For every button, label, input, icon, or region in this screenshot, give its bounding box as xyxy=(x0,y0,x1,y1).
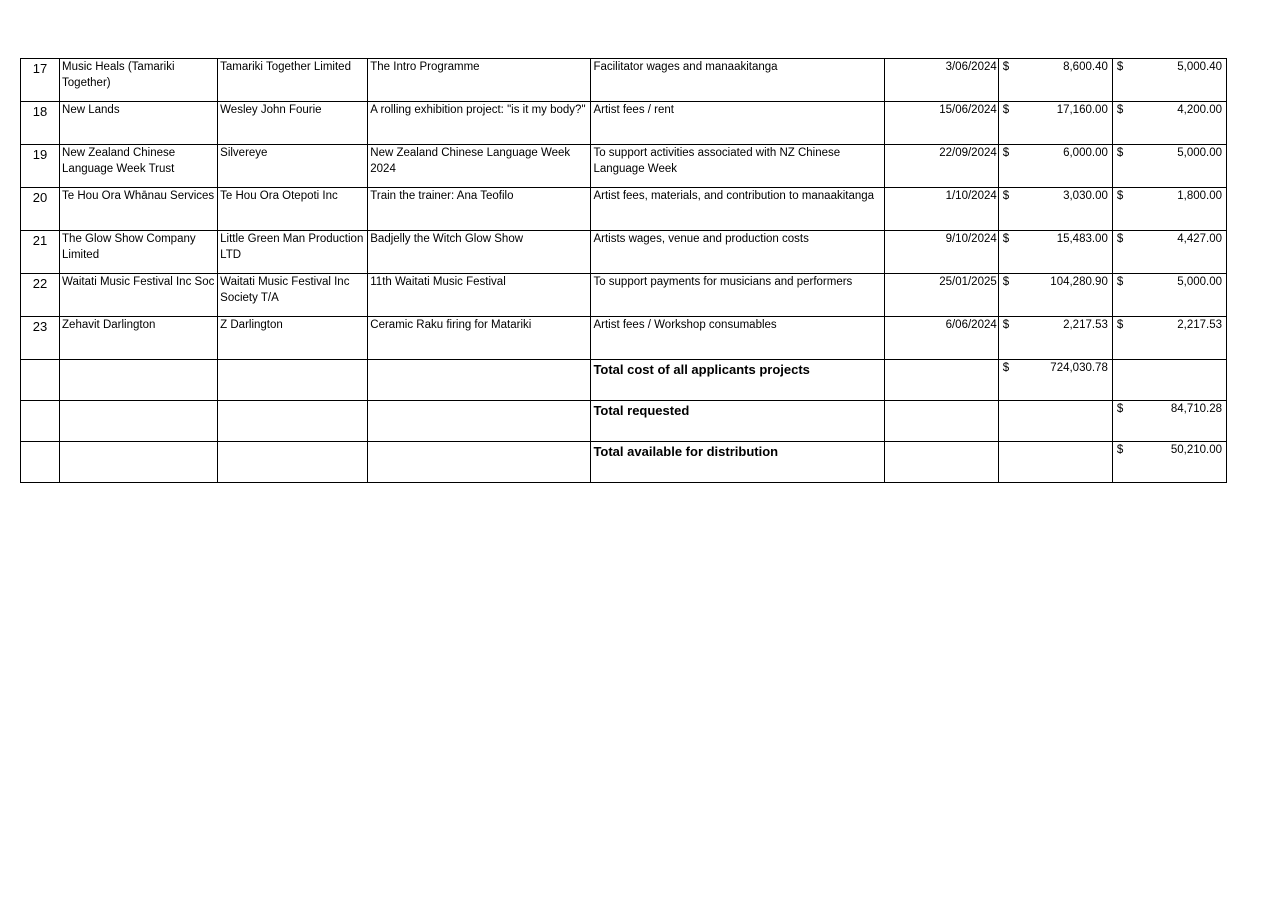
applicant-cell: Silvereye xyxy=(218,145,368,188)
requested-cell xyxy=(1112,231,1226,274)
empty-cell xyxy=(218,401,368,442)
empty-cell xyxy=(60,401,218,442)
empty-cell xyxy=(60,360,218,401)
applicant-cell: Wesley John Fourie xyxy=(218,102,368,145)
table-row xyxy=(21,188,1227,231)
table-row xyxy=(21,145,1227,188)
table-row xyxy=(21,59,1227,102)
row-number: 19 xyxy=(21,145,60,188)
total-available-cell xyxy=(1112,442,1226,483)
purpose-cell: Artist fees, materials, and contribution to manaakitanga xyxy=(591,188,884,231)
total-requested-cell xyxy=(1112,401,1226,442)
currency-symbol: $ xyxy=(1002,362,1010,374)
currency-symbol: $ xyxy=(1116,147,1124,159)
total-cost-row xyxy=(21,360,1227,401)
applicant-cell: Little Green Man Production LTD xyxy=(218,231,368,274)
requested-value: 2,217.53 xyxy=(1177,319,1222,331)
purpose-cell: Artist fees / rent xyxy=(591,102,884,145)
requested-value: 5,000.00 xyxy=(1177,276,1222,288)
currency-symbol: $ xyxy=(1002,233,1010,245)
row-number: 20 xyxy=(21,188,60,231)
total-cost-cell xyxy=(998,59,1112,102)
total-cost-cell xyxy=(998,188,1112,231)
organisation-cell: New Zealand Chinese Language Week Trust xyxy=(60,145,218,188)
currency-symbol: $ xyxy=(1002,190,1010,202)
empty-cell xyxy=(884,442,998,483)
organisation-cell: Waitati Music Festival Inc Soc xyxy=(60,274,218,317)
requested-value: 1,800.00 xyxy=(1177,190,1222,202)
requested-cell xyxy=(1112,188,1226,231)
organisation-cell: Te Hou Ora Whānau Services xyxy=(60,188,218,231)
row-number: 21 xyxy=(21,231,60,274)
purpose-cell: To support activities associated with NZ Chinese Language Week xyxy=(591,145,884,188)
table-body xyxy=(21,59,1227,483)
row-number: 22 xyxy=(21,274,60,317)
total-available-row xyxy=(21,442,1227,483)
total-cost-value: 3,030.00 xyxy=(1063,190,1108,202)
project-cell: Badjelly the Witch Glow Show xyxy=(368,231,591,274)
applicant-cell: Waitati Music Festival Inc Society T/A xyxy=(218,274,368,317)
row-number: 18 xyxy=(21,102,60,145)
empty-cell xyxy=(884,401,998,442)
date-cell: 6/06/2024 xyxy=(884,317,998,360)
applicant-cell: Te Hou Ora Otepoti Inc xyxy=(218,188,368,231)
table-row xyxy=(21,274,1227,317)
empty-cell xyxy=(21,360,60,401)
row-number: 23 xyxy=(21,317,60,360)
row-number: 17 xyxy=(21,59,60,102)
total-cost-value: 8,600.40 xyxy=(1063,61,1108,73)
requested-cell xyxy=(1112,102,1226,145)
empty-cell xyxy=(368,360,591,401)
total-cost-cell xyxy=(998,145,1112,188)
total-cost-cell xyxy=(998,360,1112,401)
date-cell: 1/10/2024 xyxy=(884,188,998,231)
total-cost-value: 724,030.78 xyxy=(1050,362,1108,374)
table-row xyxy=(21,317,1227,360)
total-cost-value: 6,000.00 xyxy=(1063,147,1108,159)
organisation-cell: Zehavit Darlington xyxy=(60,317,218,360)
empty-cell xyxy=(60,442,218,483)
applicant-cell: Z Darlington xyxy=(218,317,368,360)
date-cell: 9/10/2024 xyxy=(884,231,998,274)
currency-symbol: $ xyxy=(1116,104,1124,116)
requested-value: 5,000.40 xyxy=(1177,61,1222,73)
total-cost-value: 17,160.00 xyxy=(1056,104,1108,116)
currency-symbol: $ xyxy=(1116,61,1124,73)
total-cost-value: 15,483.00 xyxy=(1056,233,1108,245)
date-cell: 25/01/2025 xyxy=(884,274,998,317)
total-cost-value: 104,280.90 xyxy=(1050,276,1108,288)
project-cell: Train the trainer: Ana Teofilo xyxy=(368,188,591,231)
purpose-cell: Artists wages, venue and production costs xyxy=(591,231,884,274)
organisation-cell: Music Heals (Tamariki Together) xyxy=(60,59,218,102)
total-cost-cell xyxy=(998,231,1112,274)
empty-cell xyxy=(998,442,1112,483)
purpose-cell: Artist fees / Workshop consumables xyxy=(591,317,884,360)
total-cost-cell xyxy=(998,274,1112,317)
currency-symbol: $ xyxy=(1002,147,1010,159)
total-cost-cell xyxy=(998,102,1112,145)
empty-cell xyxy=(218,442,368,483)
organisation-cell: The Glow Show Company Limited xyxy=(60,231,218,274)
currency-symbol: $ xyxy=(1002,104,1010,116)
requested-cell xyxy=(1112,59,1226,102)
funding-applications-table xyxy=(20,58,1227,483)
total-cost-cell xyxy=(998,317,1112,360)
total-requested-label: Total requested xyxy=(591,401,884,442)
currency-symbol: $ xyxy=(1116,190,1124,202)
empty-cell xyxy=(1112,360,1226,401)
empty-cell xyxy=(368,401,591,442)
requested-cell xyxy=(1112,317,1226,360)
purpose-cell: Facilitator wages and manaakitanga xyxy=(591,59,884,102)
empty-cell xyxy=(368,442,591,483)
currency-symbol: $ xyxy=(1116,444,1124,456)
table-row xyxy=(21,231,1227,274)
project-cell: 11th Waitati Music Festival xyxy=(368,274,591,317)
requested-cell xyxy=(1112,274,1226,317)
currency-symbol: $ xyxy=(1002,319,1010,331)
requested-value: 4,200.00 xyxy=(1177,104,1222,116)
currency-symbol: $ xyxy=(1116,233,1124,245)
empty-cell xyxy=(998,401,1112,442)
purpose-cell: To support payments for musicians and performers xyxy=(591,274,884,317)
total-available-label: Total available for distribution xyxy=(591,442,884,483)
project-cell: New Zealand Chinese Language Week 2024 xyxy=(368,145,591,188)
project-cell: A rolling exhibition project: "is it my body?" xyxy=(368,102,591,145)
empty-cell xyxy=(21,401,60,442)
empty-cell xyxy=(21,442,60,483)
empty-cell xyxy=(218,360,368,401)
date-cell: 3/06/2024 xyxy=(884,59,998,102)
organisation-cell: New Lands xyxy=(60,102,218,145)
requested-value: 4,427.00 xyxy=(1177,233,1222,245)
project-cell: Ceramic Raku firing for Matariki xyxy=(368,317,591,360)
table-row xyxy=(21,102,1227,145)
total-requested-row xyxy=(21,401,1227,442)
requested-value: 5,000.00 xyxy=(1177,147,1222,159)
total-cost-label: Total cost of all applicants projects xyxy=(591,360,884,401)
date-cell: 22/09/2024 xyxy=(884,145,998,188)
currency-symbol: $ xyxy=(1002,276,1010,288)
currency-symbol: $ xyxy=(1116,276,1124,288)
requested-cell xyxy=(1112,145,1226,188)
currency-symbol: $ xyxy=(1116,403,1124,415)
total-cost-value: 2,217.53 xyxy=(1063,319,1108,331)
total-available-value: 50,210.00 xyxy=(1170,444,1222,456)
empty-cell xyxy=(884,360,998,401)
project-cell: The Intro Programme xyxy=(368,59,591,102)
currency-symbol: $ xyxy=(1116,319,1124,331)
total-requested-value: 84,710.28 xyxy=(1170,403,1222,415)
applicant-cell: Tamariki Together Limited xyxy=(218,59,368,102)
date-cell: 15/06/2024 xyxy=(884,102,998,145)
currency-symbol: $ xyxy=(1002,61,1010,73)
